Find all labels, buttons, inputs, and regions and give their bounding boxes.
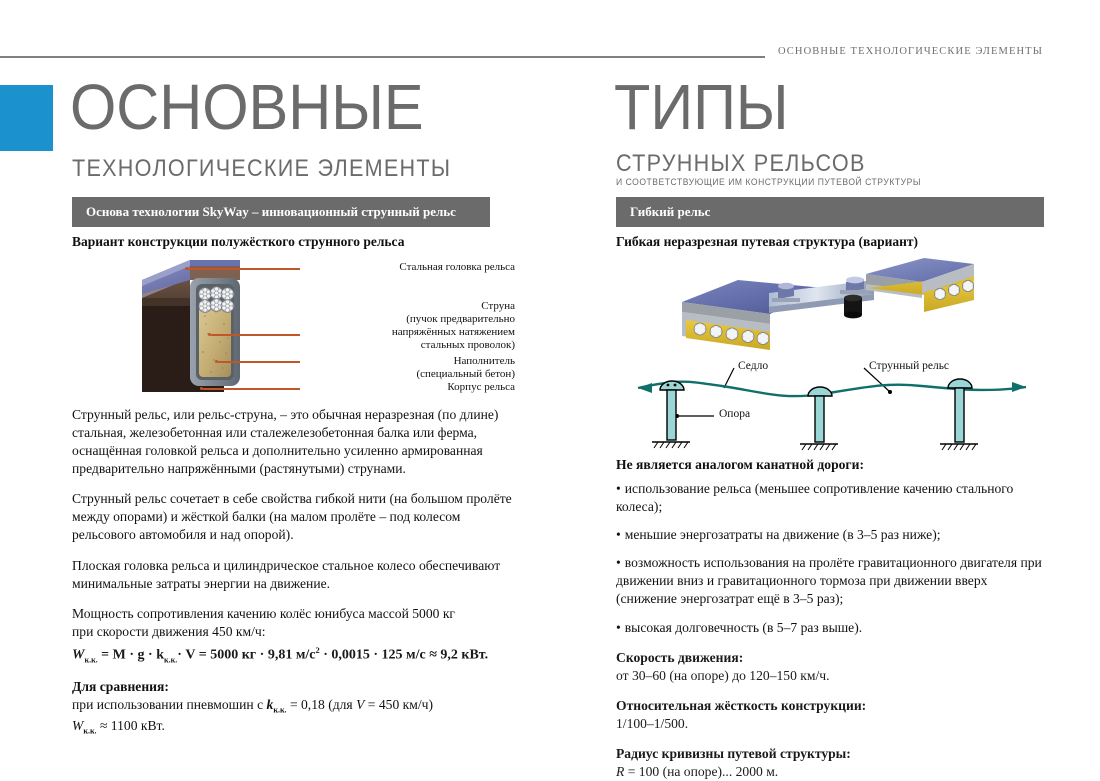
spec-radius: Радиус кривизны путевой структуры: R = 100 (на опоре)... 2000 м.	[616, 745, 1046, 781]
spec-speed: Скорость движения: от 30–60 (на опоре) до 120–150 км/ч.	[616, 649, 830, 683]
list-item: • высокая долговечность (в 5–7 раз выше).	[616, 619, 863, 635]
left-figure-caption: Вариант конструкции полужёсткого струнного рельса	[72, 234, 405, 249]
right-title-sub-2: И СООТВЕТСТВУЮЩИЕ ИМ КОНСТРУКЦИИ ПУТЕВОЙ СТРУКТУРЫ	[616, 177, 921, 188]
bullet-icon: •	[616, 555, 621, 571]
callout-label-string: Струна (пучок предварительно напряжённых натяжением стальных проволок)	[391, 300, 515, 351]
list-item: • возможность использования на пролёте гравитационного двигателя при движении вниз и гравитационного тормоза при движении вверх (снижение энергозатрат ещё в 3–5 раз);	[616, 555, 1042, 607]
power-formula: $W_{к.к.} = M \cdot g \cdot k_{к.к.}\cdot V = 5000$ кг · 9,81 $м/с^2 \cdot 0,0015 \cdot 125$ м/с ≈ 9,2 кВт.	[72, 644, 489, 665]
paragraph-1: Струнный рельс, или рельс-струна, – это обычная неразрезная (по длине) стальная, железобетонная или сталежелезобетонная балка или ферма, оснащённая головкой рельса и дополнительно усиленно армированная предварительно напряжёнными (растянутыми) струнами.	[72, 407, 499, 477]
list-item: • использование рельса (меньшее сопротивление качению стального колеса);	[616, 481, 1014, 515]
leader-saddle	[724, 368, 734, 388]
right-section-bar: Гибкий рельс	[616, 197, 1044, 227]
left-title-main: ОСНОВНЫЕ	[70, 71, 424, 143]
pylon-schematic-svg	[622, 356, 1042, 456]
power-intro-line-1: Мощность сопротивления качению колёс юнибуса массой 5000 кг	[72, 605, 456, 621]
label-support: Опора	[719, 408, 751, 420]
bullet-icon: •	[616, 619, 621, 635]
running-header-title: ОСНОВНЫЕ ТЕХНОЛОГИЧЕСКИЕ ЭЛЕМЕНТЫ	[778, 46, 1043, 57]
blue-accent-block	[0, 85, 53, 151]
left-body-text	[72, 406, 522, 737]
list-item: • меньшие энергозатраты на движение (в 3–5 раз ниже);	[616, 527, 941, 543]
label-string-rail: Струнный рельс	[869, 360, 950, 372]
label-saddle: Седло	[738, 360, 769, 372]
pylon-1	[652, 381, 690, 448]
comparison-title: Для сравнения:	[72, 679, 169, 695]
spec-stiffness: Относительная жёсткость конструкции: 1/100–1/500.	[616, 697, 867, 731]
right-title-sub-1: СТРУННЫХ РЕЛЬСОВ	[616, 150, 866, 177]
arrow-right	[1012, 382, 1026, 392]
flexible-track-svg	[674, 258, 974, 366]
bullet-icon: •	[616, 527, 621, 543]
bullet-icon: •	[616, 481, 621, 497]
power-intro-line-2: при скорости движения 450 км/ч:	[72, 623, 266, 639]
right-title-main: ТИПЫ	[614, 71, 789, 143]
right-figure-caption: Гибкая неразрезная путевая структура (вариант)	[616, 234, 919, 249]
spec-radius-value: R = 100 (на опоре)... 2000 м.	[616, 764, 779, 780]
callout-label-head: Стальная головка рельса	[399, 261, 515, 273]
callout-label-body: Корпус рельса	[447, 381, 515, 393]
paragraph-2: Струнный рельс сочетает в себе свойства гибкой нити (на большом пролёте между опорами) и жёсткой балки (на малом пролёте – под колесом рельсового автомобиля и над опорой).	[72, 491, 512, 543]
list-title: Не является аналогом канатной дороги:	[616, 457, 864, 472]
header-rule	[0, 56, 765, 58]
arrow-left	[638, 383, 652, 393]
pylon-schematic-figure	[622, 356, 1042, 456]
advantages-list	[616, 480, 1046, 637]
comparison-line-1: при использовании пневмошин с $k_{к.к.} = 0,18$ (для V = 450 км/ч)	[72, 697, 433, 716]
paragraph-3: Плоская головка рельса и цилиндрическое стальное колесо обеспечивают минимальные затраты энергии на движение.	[72, 557, 501, 591]
flexible-track-figure	[674, 258, 974, 366]
left-title-sub: ТЕХНОЛОГИЧЕСКИЕ ЭЛЕМЕНТЫ	[72, 155, 452, 182]
left-section-bar: Основа технологии SkyWay – инновационный струнный рельс	[72, 197, 490, 227]
callout-label-filler: Наполнитель (специальный бетон)	[416, 355, 515, 380]
right-body-text	[616, 456, 1046, 781]
comparison-line-2: $W_{к.к.} \approx 1100$ кВт.	[72, 717, 165, 736]
